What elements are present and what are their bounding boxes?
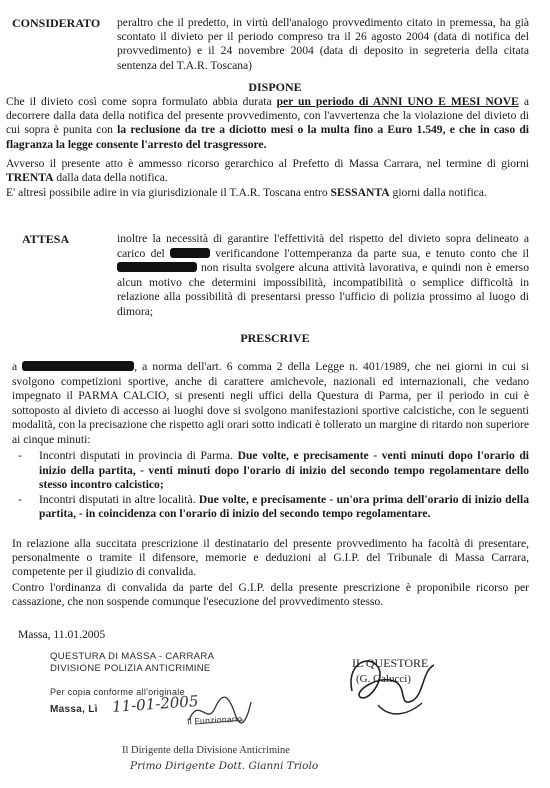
prescrive-paragraph-2: In relazione alla succitata prescrizione il destinatario del presente provvedimento ha facoltà di presentare, personalmente o tramite il difensore, memorie e deduzioni al G.I.P. del Tribunale di Massa Carrara, competente per il giudizio di convalida.	[12, 537, 529, 579]
copy-conforme: Per copia conforme all'originale	[50, 687, 185, 697]
attesa-t2: verificandone l'ottemperanza da parte sua, e tenuto conto che il	[210, 246, 529, 260]
dispone-p3-c: giorni dalla notifica.	[389, 186, 487, 199]
attesa-t3: non risulta svolgere alcuna attività lavorativa, e quindi non è emerso alcun motivo che determini impossibilità, incompatibilità o semplice difficoltà in relazione alla possibilità di presentarsi presso l'ufficio di polizia prossimo al luogo di dimora;	[117, 261, 529, 318]
list-item	[12, 449, 529, 493]
dispone-paragraph-2	[6, 157, 529, 185]
dispone-p1-a: Che il divieto così come sopra formulato abbia durata	[6, 95, 277, 108]
item2-detail: Due volte, e precisamente - un'ora prima dell'orario di inizio della partita, - in coincidenza con l'orario di inizio del secondo tempo regolamentare.	[39, 492, 529, 521]
dispone-p1-c: a decorrere dalla data della notifica del presente provvedimento, con l'avvertenza che la violazione del divieto di cui sopra è punita con	[6, 95, 530, 137]
prescrive-intro-b: , a norma dell'art. 6 comma 2 della Legge n. 401/1989, che nei giorni in cui si svolgono competizioni sportive, anche di carattere amichevole, nazionali ed internazionali, che vedano impegnato il PARMA CALCIO, si presenti negli uffici della Questura di Parma, per il periodo in cui è sottoposto al divieto di accesso ai luoghi dove si svolgono manifestazioni sportive calcistiche, con le seguenti modalità, con la precisazione che rispetto agli orari sotto indicati è tollerato un margine di ritardo non superiore ai cinque minuti:	[12, 360, 530, 446]
dispone-paragraph-3	[6, 186, 529, 200]
office-stamp	[50, 651, 214, 675]
questore-name: (G. Galucci)	[356, 673, 411, 685]
redacted-name-1	[170, 248, 210, 258]
attesa-t1: inoltre la necessità di garantire l'effettività del rispetto del divieto sopra delineato a carico del	[117, 232, 529, 260]
dispone-p3-a: E' altresì possibile adire in via giurisdizionale il T.A.R. Toscana entro	[6, 186, 331, 199]
stamp-line-1: QUESTURA DI MASSA - CARRARA	[50, 651, 215, 662]
prescrive-intro-a: a	[12, 360, 23, 373]
considerato-text: peraltro che il predetto, in virtù dell'analogo provvedimento citato in premessa, ha già scontato il divieto per il periodo compreso tra il 26 agosto 2004 (data di notifica del provvedimento) e il 24 novembre 2004 (data di deposito in segreteria della citata sentenza del T.A.R. Toscana)	[117, 16, 529, 72]
list-item	[12, 493, 529, 522]
bullet: -	[18, 449, 22, 462]
place-date: Massa, 11.01.2005	[18, 628, 106, 641]
prescrive-list	[12, 449, 529, 522]
dispone-duration: per un periodo di ANNI UNO E MESI NOVE	[276, 95, 519, 108]
questore-title: IL QUESTORE	[352, 656, 429, 670]
dispone-sessanta: SESSANTA	[330, 186, 390, 199]
stamp-line-2: DIVISIONE POLIZIA ANTICRIMINE	[50, 663, 211, 674]
item1-detail: Due volte, e precisamente - venti minuti dopo l'orario di inizio della partita, - venti minuti dopo l'orario di inizio del secondo tempo regolamentare dello stesso incontro calcistico;	[39, 449, 530, 492]
bullet: -	[18, 492, 22, 506]
redacted-name-3	[22, 361, 134, 371]
dirigente-line: Il Dirigente della Divisione Anticrimine	[122, 745, 290, 756]
massa-li: Massa, Lì	[50, 704, 98, 715]
considerato-label: CONSIDERATO	[12, 16, 101, 30]
prescrive-title: PRESCRIVE	[240, 331, 310, 345]
dispone-p2-a: Avverso il presente atto è ammesso ricorso gerarchico al Prefetto di Massa Carrara, nel termine di giorni	[6, 157, 529, 170]
redacted-name-2	[117, 262, 197, 272]
dispone-trenta: TRENTA	[6, 171, 54, 185]
questore-signature-icon	[338, 645, 448, 725]
prescrive-intro	[12, 360, 529, 448]
dispone-penalty: la reclusione da tre a diciotto mesi o la multa fino a Euro 1.549, e che in caso di flagranza la legge consente l'arresto del trasgressore.	[6, 123, 529, 151]
item2-lead: Incontri disputati in altre località.	[39, 492, 199, 506]
primo-dirigente: Primo Dirigente Dott. Gianni Triolo	[130, 760, 319, 772]
item1-lead: Incontri disputati in provincia di Parma.	[39, 449, 238, 462]
dispone-paragraph-1	[6, 95, 529, 152]
prescrive-paragraph-3: Contro l'ordinanza di convalida da parte del G.I.P. della presente prescrizione è proponibile ricorso per cassazione, che non sospende comunque l'esecuzione del provvedimento stesso.	[12, 581, 529, 609]
attesa-text	[117, 232, 529, 320]
handwritten-date: 11-01-2005	[111, 692, 199, 716]
funzionario-signature-icon	[185, 690, 255, 730]
dispone-title: DISPONE	[248, 80, 302, 94]
funzionario-stamp: Il Funzionario	[186, 713, 243, 727]
attesa-label: ATTESA	[22, 232, 70, 246]
dispone-p2-c: dalla data della notifica.	[53, 171, 168, 185]
